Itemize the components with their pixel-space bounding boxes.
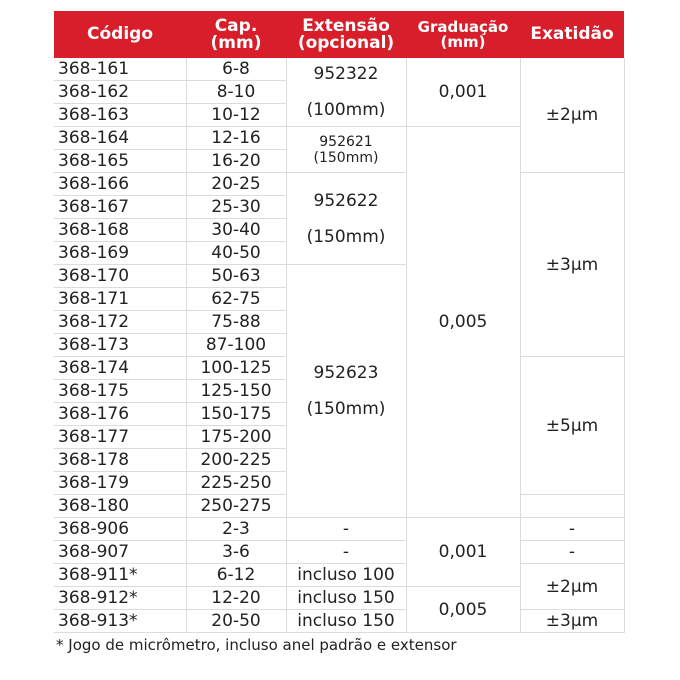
header-graduation: Graduação (mm) (406, 11, 520, 58)
code-cell: 368-912* (54, 587, 186, 610)
accuracy-cell: - (520, 541, 624, 564)
capacity-cell: 100-125 (186, 357, 286, 380)
header-row (54, 11, 624, 58)
capacity-cell: 50-63 (186, 265, 286, 288)
header-capacity: Cap. (mm) (186, 11, 286, 58)
extension-cell: - (286, 541, 406, 564)
extension-cell: 952621 (150mm) (286, 127, 406, 173)
code-cell: 368-911* (54, 564, 186, 587)
extension-cell: 952623 (150mm) (286, 265, 406, 518)
accuracy-cell: - (520, 518, 624, 541)
capacity-cell: 20-50 (186, 610, 286, 633)
table-row (54, 610, 624, 633)
code-cell: 368-170 (54, 265, 186, 288)
header-extension: Extensão (opcional) (286, 11, 406, 58)
accuracy-cell: ±3µm (520, 610, 624, 633)
capacity-cell: 250-275 (186, 495, 286, 518)
extension-cell: - (286, 518, 406, 541)
code-cell: 368-163 (54, 104, 186, 127)
code-cell: 368-162 (54, 81, 186, 104)
code-cell: 368-174 (54, 357, 186, 380)
code-cell: 368-169 (54, 242, 186, 265)
code-cell: 368-913* (54, 610, 186, 633)
extension-cell: 952622 (150mm) (286, 173, 406, 265)
code-cell: 368-165 (54, 150, 186, 173)
code-cell: 368-180 (54, 495, 186, 518)
capacity-cell: 87-100 (186, 334, 286, 357)
capacity-cell: 12-20 (186, 587, 286, 610)
extension-cell: incluso 100 (286, 564, 406, 587)
capacity-cell: 225-250 (186, 472, 286, 495)
spec-table (54, 11, 625, 633)
header-codigo: Código (54, 11, 186, 58)
capacity-cell: 6-12 (186, 564, 286, 587)
capacity-cell: 175-200 (186, 426, 286, 449)
capacity-cell: 25-30 (186, 196, 286, 219)
code-cell: 368-166 (54, 173, 186, 196)
graduation-cell: 0,005 (406, 127, 520, 518)
graduation-cell: 0,001 (406, 518, 520, 587)
capacity-cell: 8-10 (186, 81, 286, 104)
capacity-cell: 2-3 (186, 518, 286, 541)
code-cell: 368-175 (54, 380, 186, 403)
extension-cell: 952322 (100mm) (286, 58, 406, 127)
capacity-cell: 3-6 (186, 541, 286, 564)
accuracy-cell-empty (520, 495, 624, 518)
code-cell: 368-164 (54, 127, 186, 150)
extension-cell: incluso 150 (286, 610, 406, 633)
capacity-cell: 150-175 (186, 403, 286, 426)
capacity-cell: 12-16 (186, 127, 286, 150)
accuracy-cell: ±2µm (520, 564, 624, 610)
accuracy-cell: ±3µm (520, 173, 624, 357)
code-cell: 368-176 (54, 403, 186, 426)
code-cell: 368-161 (54, 58, 186, 81)
capacity-cell: 30-40 (186, 219, 286, 242)
table-row (54, 173, 624, 196)
code-cell: 368-906 (54, 518, 186, 541)
header-accuracy: Exatidão (520, 11, 624, 58)
table-row (54, 58, 624, 81)
graduation-cell: 0,005 (406, 587, 520, 633)
code-cell: 368-172 (54, 311, 186, 334)
graduation-cell: 0,001 (406, 58, 520, 127)
capacity-cell: 75-88 (186, 311, 286, 334)
accuracy-cell: ±5µm (520, 357, 624, 495)
code-cell: 368-173 (54, 334, 186, 357)
code-cell: 368-171 (54, 288, 186, 311)
capacity-cell: 62-75 (186, 288, 286, 311)
code-cell: 368-167 (54, 196, 186, 219)
footnote: * Jogo de micrômetro, incluso anel padrão e extensor (56, 636, 457, 654)
capacity-cell: 16-20 (186, 150, 286, 173)
capacity-cell: 10-12 (186, 104, 286, 127)
accuracy-cell: ±2µm (520, 58, 624, 173)
extension-cell: incluso 150 (286, 587, 406, 610)
code-cell: 368-907 (54, 541, 186, 564)
capacity-cell: 125-150 (186, 380, 286, 403)
table-row (54, 564, 624, 587)
table-row (54, 541, 624, 564)
capacity-cell: 40-50 (186, 242, 286, 265)
table-row (54, 518, 624, 541)
capacity-cell: 6-8 (186, 58, 286, 81)
capacity-cell: 200-225 (186, 449, 286, 472)
code-cell: 368-178 (54, 449, 186, 472)
capacity-cell: 20-25 (186, 173, 286, 196)
code-cell: 368-168 (54, 219, 186, 242)
code-cell: 368-179 (54, 472, 186, 495)
code-cell: 368-177 (54, 426, 186, 449)
